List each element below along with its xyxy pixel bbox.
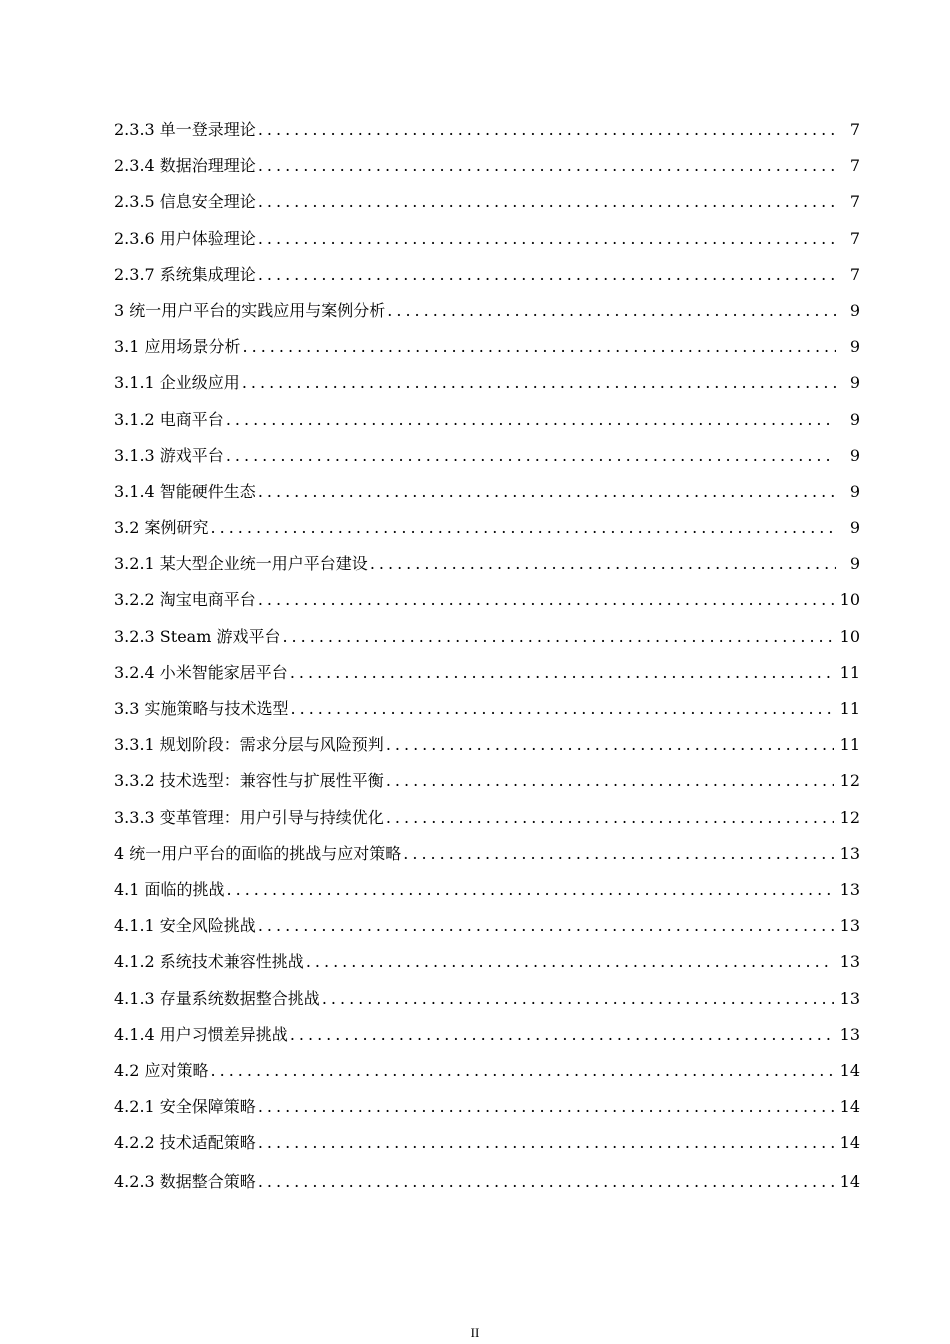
toc-dot-leader [291, 691, 834, 727]
toc-dot-leader [386, 763, 834, 799]
toc-dot-leader [258, 474, 836, 510]
toc-dot-leader [290, 655, 834, 691]
toc-dot-leader [227, 872, 834, 908]
toc-entry[interactable] [114, 148, 860, 184]
toc-dot-leader [290, 1017, 834, 1053]
toc-entry-page: 14 [839, 1060, 860, 1080]
toc-dot-leader [282, 619, 833, 655]
toc-entry-label: 3.2 案例研究 [114, 518, 209, 538]
toc-dot-leader [258, 112, 836, 148]
toc-entry-page: 14 [839, 1097, 860, 1117]
toc-entry[interactable] [114, 836, 860, 872]
toc-entry[interactable] [114, 257, 860, 293]
toc-entry-label: 3.3.2 技术选型：兼容性与扩展性平衡 [114, 771, 384, 791]
toc-entry[interactable] [114, 1089, 860, 1125]
toc-entry[interactable] [114, 438, 860, 474]
toc-dot-leader [211, 1053, 834, 1089]
toc-entry-page: 14 [839, 1133, 860, 1153]
toc-entry-label: 3.1.4 智能硬件生态 [114, 481, 256, 501]
toc-entry-label: 4.2.3 数据整合策略 [114, 1172, 256, 1192]
toc-entry[interactable] [114, 582, 860, 618]
toc-entry[interactable] [114, 112, 860, 148]
toc-entry-label: 2.3.4 数据治理理论 [114, 156, 256, 176]
toc-dot-leader [258, 1164, 834, 1200]
toc-entry-label: 3.2.2 淘宝电商平台 [114, 590, 256, 610]
toc-entry-label: 3.3.3 变革管理：用户引导与持续优化 [114, 807, 384, 827]
toc-entry-page: 13 [839, 879, 860, 899]
page-number: II [470, 1325, 480, 1340]
toc-entry[interactable] [114, 763, 860, 799]
toc-entry-label: 3.1.3 游戏平台 [114, 445, 224, 465]
toc-dot-leader [242, 365, 836, 401]
toc-entry-page: 7 [849, 264, 860, 284]
toc-entry[interactable] [114, 510, 860, 546]
toc-entry[interactable] [114, 655, 860, 691]
toc-entry-page: 14 [839, 1172, 860, 1192]
toc-entry-page: 13 [839, 988, 860, 1008]
toc-entry-page: 11 [839, 699, 860, 718]
toc-entry[interactable] [114, 1164, 860, 1200]
toc-entry[interactable] [114, 1017, 860, 1053]
toc-entry-page: 11 [839, 735, 860, 755]
toc-entry[interactable] [114, 1125, 860, 1161]
toc-dot-leader [258, 908, 834, 944]
toc-entry-page: 13 [839, 843, 860, 863]
toc-dot-leader [226, 402, 836, 438]
toc-entry-page: 9 [849, 518, 860, 538]
toc-entry[interactable] [114, 184, 860, 220]
toc-entry-label: 3.2.4 小米智能家居平台 [114, 662, 288, 682]
toc-entry-page: 9 [849, 554, 860, 574]
toc-entry-page: 9 [849, 409, 860, 429]
toc-entry-page: 7 [849, 228, 860, 248]
toc-dot-leader [258, 1125, 834, 1161]
toc-entry-page: 9 [849, 481, 860, 501]
toc-dot-leader [322, 981, 834, 1017]
toc-dot-leader [403, 836, 833, 872]
toc-entry[interactable] [114, 365, 860, 401]
toc-entry-page: 7 [849, 192, 860, 212]
toc-entry[interactable] [114, 800, 860, 836]
toc-entry-label: 3.2.3 Steam 游戏平台 [114, 626, 281, 646]
toc-dot-leader [386, 727, 834, 763]
toc-entry-label: 4.1 面临的挑战 [114, 879, 225, 899]
toc-entry[interactable] [114, 402, 860, 438]
toc-entry[interactable] [114, 221, 860, 257]
toc-entry[interactable] [114, 981, 860, 1017]
toc-entry-page: 13 [839, 1024, 860, 1044]
toc-entry[interactable] [114, 619, 860, 655]
toc-entry-page: 7 [849, 156, 860, 176]
toc-dot-leader [258, 148, 836, 184]
table-of-contents [114, 112, 860, 1201]
toc-entry-label: 3.1 应用场景分析 [114, 337, 241, 357]
toc-entry-label: 2.3.7 系统集成理论 [114, 264, 256, 284]
toc-dot-leader [243, 329, 836, 365]
toc-entry-page: 11 [839, 662, 860, 682]
toc-entry-page: 12 [839, 807, 860, 827]
toc-entry-label: 3.3.1 规划阶段：需求分层与风险预判 [114, 735, 384, 755]
toc-entry-page: 13 [839, 916, 860, 936]
toc-entry-label: 3.1.1 企业级应用 [114, 373, 240, 393]
toc-dot-leader [387, 293, 836, 329]
toc-entry-label: 3.2.1 某大型企业统一用户平台建设 [114, 554, 368, 574]
toc-entry[interactable] [114, 474, 860, 510]
toc-entry-label: 4.2.1 安全保障策略 [114, 1097, 256, 1117]
toc-entry-page: 7 [849, 120, 860, 139]
toc-entry[interactable] [114, 944, 860, 980]
toc-dot-leader [370, 546, 836, 582]
toc-entry[interactable] [114, 872, 860, 908]
toc-entry-page: 10 [839, 590, 860, 610]
toc-entry-label: 3.1.2 电商平台 [114, 409, 224, 429]
toc-entry-label: 4.1.1 安全风险挑战 [114, 916, 256, 936]
toc-entry-page: 10 [839, 626, 860, 646]
toc-entry-label: 2.3.5 信息安全理论 [114, 192, 256, 212]
toc-entry-label: 4.2 应对策略 [114, 1060, 209, 1080]
toc-entry-label: 4.2.2 技术适配策略 [114, 1133, 256, 1153]
toc-entry-label: 2.3.6 用户体验理论 [114, 228, 256, 248]
toc-dot-leader [258, 257, 836, 293]
toc-entry-page: 9 [849, 300, 860, 320]
toc-entry[interactable] [114, 908, 860, 944]
toc-entry[interactable] [114, 546, 860, 582]
toc-entry-page: 12 [839, 771, 860, 791]
toc-entry-label: 2.3.3 单一登录理论 [114, 120, 256, 139]
toc-entry[interactable] [114, 1053, 860, 1089]
toc-dot-leader [211, 510, 836, 546]
toc-entry-page: 9 [849, 337, 860, 357]
toc-dot-leader [306, 944, 834, 980]
toc-dot-leader [258, 184, 836, 220]
toc-entry-label: 4.1.3 存量系统数据整合挑战 [114, 988, 320, 1008]
toc-dot-leader [386, 800, 834, 836]
toc-entry-label: 4 统一用户平台的面临的挑战与应对策略 [114, 843, 402, 863]
toc-entry[interactable] [114, 329, 860, 365]
toc-entry-page: 9 [849, 373, 860, 393]
toc-entry-label: 4.1.4 用户习惯差异挑战 [114, 1024, 288, 1044]
toc-dot-leader [258, 221, 836, 257]
toc-entry[interactable] [114, 727, 860, 763]
toc-dot-leader [258, 1089, 834, 1125]
toc-entry-label: 4.1.2 系统技术兼容性挑战 [114, 952, 304, 972]
toc-entry-label: 3.3 实施策略与技术选型 [114, 699, 289, 718]
toc-entry-page: 9 [849, 445, 860, 465]
toc-dot-leader [226, 438, 836, 474]
toc-entry-label: 3 统一用户平台的实践应用与案例分析 [114, 300, 386, 320]
toc-entry[interactable] [114, 293, 860, 329]
toc-entry-page: 13 [839, 952, 860, 972]
toc-entry[interactable] [114, 691, 860, 727]
toc-dot-leader [258, 582, 834, 618]
